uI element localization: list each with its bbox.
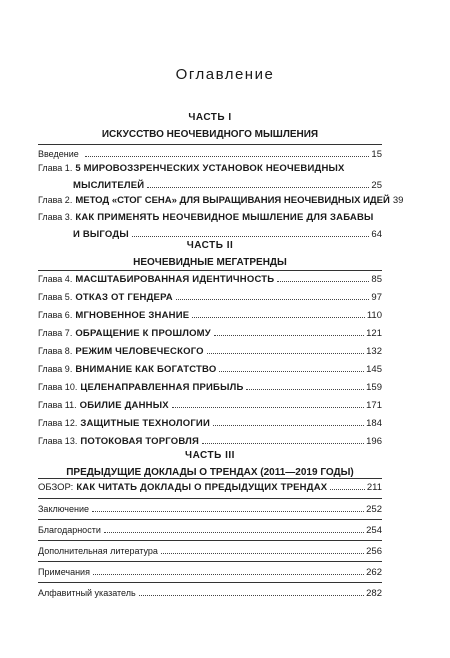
divider — [38, 498, 382, 499]
divider — [38, 582, 382, 583]
part-2-header — [38, 240, 382, 268]
dot-leader — [92, 511, 364, 512]
entry-title: Примечания — [38, 567, 90, 577]
entry-page: 145 — [366, 364, 382, 375]
entry-page: 64 — [371, 229, 382, 240]
part-label: ЧАСТЬ II — [186, 240, 234, 251]
entry-page: 282 — [366, 588, 382, 599]
entry-page: 25 — [371, 180, 382, 191]
entry-page: 256 — [366, 546, 382, 557]
entry-title: ОБРАЩЕНИЕ К ПРОШЛОМУ — [75, 328, 211, 339]
entry-page: 262 — [366, 567, 382, 578]
entry-title: ЦЕЛЕНАПРАВЛЕННАЯ ПРИБЫЛЬ — [80, 382, 244, 393]
entry-prefix: Глава 8. — [38, 346, 73, 356]
entry-page: 171 — [366, 400, 382, 411]
dot-leader — [172, 407, 364, 408]
toc-entry-chapter-7[interactable] — [38, 327, 382, 340]
toc-entry-chapter-10[interactable] — [38, 381, 382, 394]
toc-entry-chapter-4[interactable] — [38, 273, 382, 286]
entry-prefix: Глава 2. — [38, 195, 73, 205]
entry-title: КАК ПРИМЕНЯТЬ НЕОЧЕВИДНОЕ МЫШЛЕНИЕ ДЛЯ ЗАБАВЫ — [75, 212, 374, 223]
dot-leader — [330, 489, 365, 490]
page-title: Оглавление — [175, 66, 275, 83]
dot-leader — [104, 532, 364, 533]
dot-leader — [93, 574, 364, 575]
entry-title: ЗАЩИТНЫЕ ТЕХНОЛОГИИ — [80, 418, 210, 429]
toc-entry-chapter-12[interactable] — [38, 417, 382, 430]
toc-entry-chapter-2[interactable] — [38, 194, 404, 207]
divider — [38, 270, 382, 271]
dot-leader — [219, 371, 364, 372]
dot-leader — [85, 156, 370, 157]
entry-title: ВНИМАНИЕ КАК БОГАТСТВО — [75, 364, 217, 375]
entry-prefix: Глава 5. — [38, 292, 73, 302]
toc-entry-chapter-1[interactable] — [38, 162, 382, 192]
entry-title: МЕТОД «СТОГ СЕНА» ДЛЯ ВЫРАЩИВАНИЯ НЕОЧЕВИДНЫХ ИДЕЙ — [75, 195, 390, 206]
entry-title: РЕЖИМ ЧЕЛОВЕЧЕСКОГО — [75, 346, 204, 357]
dot-leader — [161, 553, 364, 554]
entry-page: 15 — [371, 149, 382, 160]
entry-prefix: Глава 4. — [38, 274, 73, 284]
entry-page: 211 — [366, 482, 382, 493]
dot-leader — [176, 299, 370, 300]
dot-leader — [139, 595, 364, 596]
entry-prefix: Глава 11. — [38, 400, 77, 410]
toc-entry-introduction[interactable] — [38, 148, 382, 161]
toc-entry-chapter-5[interactable] — [38, 291, 382, 304]
entry-prefix: Введение — [38, 149, 79, 159]
entry-title: КАК ЧИТАТЬ ДОКЛАДЫ О ПРЕДЫДУЩИХ ТРЕНДАХ — [76, 482, 328, 493]
dot-leader — [132, 236, 370, 237]
part-name: НЕОЧЕВИДНЫЕ МЕГАТРЕНДЫ — [133, 257, 287, 268]
entry-page: 110 — [366, 310, 382, 321]
toc-entry-chapter-13[interactable] — [38, 435, 382, 448]
entry-prefix: Глава 3. — [38, 212, 73, 222]
toc-entry-notes[interactable] — [38, 566, 382, 579]
entry-page: 254 — [366, 525, 382, 536]
entry-title: Алфавитный указатель — [38, 588, 136, 598]
dot-leader — [207, 353, 364, 354]
dot-leader — [213, 425, 364, 426]
divider — [38, 144, 382, 145]
entry-prefix: Глава 6. — [38, 310, 73, 320]
dot-leader — [202, 443, 364, 444]
entry-title: Дополнительная литература — [38, 546, 158, 556]
toc-entry-overview[interactable] — [38, 482, 382, 494]
entry-prefix: Глава 7. — [38, 328, 73, 338]
entry-page: 39 — [392, 195, 404, 206]
divider — [38, 540, 382, 541]
dot-leader — [277, 281, 369, 282]
entry-title-continued: МЫСЛИТЕЛЕЙ — [73, 180, 145, 191]
dot-leader — [192, 317, 365, 318]
entry-page: 97 — [371, 292, 382, 303]
dot-leader — [147, 187, 369, 188]
entry-page: 85 — [371, 274, 382, 285]
entry-title: ОБИЛИЕ ДАННЫХ — [79, 400, 169, 411]
toc-entry-further-reading[interactable] — [38, 545, 382, 558]
entry-prefix: Глава 1. — [38, 163, 73, 173]
entry-prefix: Глава 9. — [38, 364, 73, 374]
toc-entry-chapter-9[interactable] — [38, 363, 382, 376]
entry-prefix: Глава 10. — [38, 382, 78, 392]
toc-entry-chapter-6[interactable] — [38, 309, 382, 322]
toc-entry-chapter-11[interactable] — [38, 399, 382, 412]
divider — [38, 519, 382, 520]
entry-title: МГНОВЕННОЕ ЗНАНИЕ — [75, 310, 190, 321]
toc-entry-chapter-8[interactable] — [38, 345, 382, 358]
entry-page: 121 — [366, 328, 382, 339]
toc-entry-chapter-3[interactable] — [38, 211, 382, 241]
toc-entry-acknowledgements[interactable] — [38, 524, 382, 537]
dot-leader — [214, 335, 364, 336]
toc-entry-index[interactable] — [38, 587, 382, 600]
entry-title: Заключение — [38, 504, 89, 514]
entry-prefix: Глава 12. — [38, 418, 78, 428]
entry-page: 184 — [366, 418, 382, 429]
toc-entry-conclusion[interactable] — [38, 503, 382, 516]
entry-page: 196 — [366, 436, 382, 447]
entry-prefix: ОБЗОР: — [38, 482, 74, 493]
part-3-header — [38, 450, 382, 478]
divider — [38, 561, 382, 562]
entry-title: ПОТОКОВАЯ ТОРГОВЛЯ — [80, 436, 200, 447]
part-1-header — [38, 112, 382, 140]
part-label: ЧАСТЬ I — [188, 112, 232, 123]
entry-page: 159 — [366, 382, 382, 393]
part-label: ЧАСТЬ III — [185, 450, 235, 461]
entry-title: Благодарности — [38, 525, 101, 535]
entry-title: 5 МИРОВОЗЗРЕНЧЕСКИХ УСТАНОВОК НЕОЧЕВИДНЫХ — [75, 163, 345, 174]
dot-leader — [246, 389, 364, 390]
entry-prefix: Глава 13. — [38, 436, 78, 446]
entry-title: ОТКАЗ ОТ ГЕНДЕРА — [75, 292, 173, 303]
part-name: ПРЕДЫДУЩИЕ ДОКЛАДЫ О ТРЕНДАХ (2011—2019 ГОДЫ) — [66, 467, 354, 478]
entry-page: 132 — [366, 346, 382, 357]
entry-title: МАСШТАБИРОВАННАЯ ИДЕНТИЧНОСТЬ — [75, 274, 275, 285]
divider — [38, 478, 382, 479]
entry-page: 252 — [366, 504, 382, 515]
part-name: ИСКУССТВО НЕОЧЕВИДНОГО МЫШЛЕНИЯ — [101, 129, 319, 140]
entry-title-continued: И ВЫГОДЫ — [73, 229, 129, 240]
